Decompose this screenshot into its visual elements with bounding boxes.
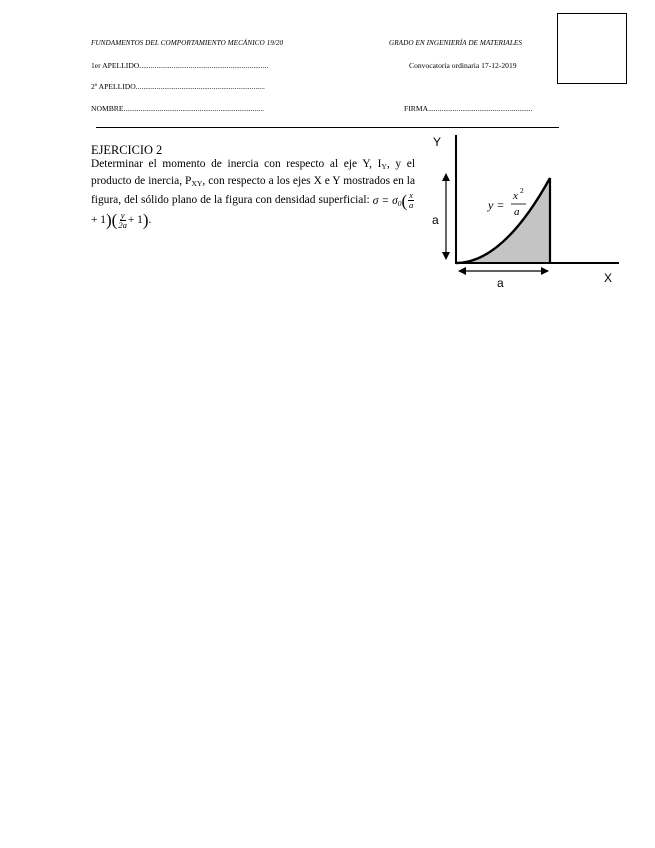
plus-one-1: + 1 bbox=[91, 213, 106, 226]
frac2-denominator: 2a bbox=[118, 219, 127, 230]
curve-eq-numerator: x bbox=[513, 190, 518, 202]
curve-eq-exponent: 2 bbox=[520, 186, 524, 195]
grade-box bbox=[557, 13, 627, 84]
name-label: NOMBRE bbox=[91, 104, 124, 113]
name-line bbox=[91, 104, 264, 113]
exercise-title: EJERCICIO 2 bbox=[91, 143, 163, 157]
shaded-region bbox=[456, 178, 550, 263]
plus-one-2: + 1 bbox=[127, 213, 143, 226]
formula-end: . bbox=[148, 213, 152, 226]
surname2-line bbox=[91, 82, 265, 91]
surname1-line bbox=[91, 61, 268, 70]
y-axis-label: Y bbox=[433, 135, 442, 149]
signature-dots[interactable]: ....................................................... bbox=[428, 104, 533, 113]
curve-equation bbox=[487, 186, 526, 218]
density-lhs: σ = σ bbox=[372, 194, 398, 207]
sigma-subscript: 0 bbox=[397, 198, 402, 208]
signature-label: FIRMA bbox=[404, 104, 429, 113]
x-axis-label: X bbox=[604, 271, 613, 285]
exam-call: Convocatoria ordinaria 17-12-2019 bbox=[409, 61, 517, 70]
signature-line bbox=[404, 104, 532, 113]
height-dim-label: a bbox=[432, 213, 439, 227]
fraction-x-over-a bbox=[408, 191, 414, 210]
statement-part3: , con respecto a los ejes X e Y mostrados en la figura, del sólido plano de la figura con densidad superficial: bbox=[91, 175, 416, 207]
surname1-dots[interactable]: .................................................................... bbox=[139, 61, 269, 70]
degree-title: GRADO EN INGENIERÍA DE MATERIALES bbox=[389, 39, 522, 47]
parabola-region-figure bbox=[425, 130, 625, 292]
statement-part2: , y el producto de inercia, P bbox=[91, 158, 415, 188]
frac2-numerator: y bbox=[120, 209, 125, 220]
frac1-denominator: a bbox=[408, 200, 414, 211]
name-dots[interactable]: .......................................................................... bbox=[123, 104, 264, 113]
surname1-label: 1er APELLIDO bbox=[91, 61, 140, 70]
statement-part1: Determinar el momento de inercia con respecto al eje Y, I bbox=[91, 158, 382, 170]
header-divider bbox=[96, 127, 559, 128]
iy-subscript: Y bbox=[381, 162, 387, 171]
exercise-statement bbox=[91, 157, 415, 230]
fraction-y-over-2a bbox=[118, 211, 127, 230]
curve-eq-lhs: y = bbox=[488, 198, 505, 212]
course-title: FUNDAMENTOS DEL COMPORTAMIENTO MECÁNICO 19/20 bbox=[91, 39, 284, 47]
curve-eq-denominator: a bbox=[514, 206, 520, 218]
surname2-dots[interactable]: .................................................................... bbox=[135, 82, 265, 91]
pxy-subscript: XY bbox=[191, 179, 203, 189]
frac1-numerator: x bbox=[409, 190, 413, 201]
density-formula: $\sigma = \sigma_0$( $\frac{x}{a}$ + 1)( $\frac{y}{2a}$ + 1). bbox=[91, 190, 414, 230]
surname2-label: 2º APELLIDO bbox=[91, 82, 136, 91]
width-dim-label: a bbox=[497, 276, 504, 290]
